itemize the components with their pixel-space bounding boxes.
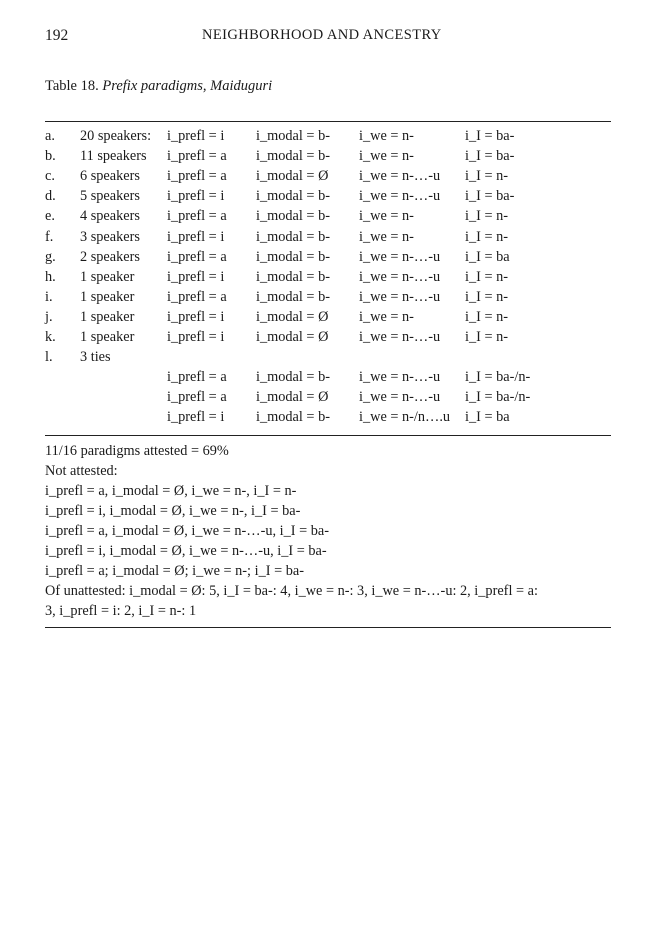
- prefl-value: i_prefl = i: [167, 329, 225, 345]
- speaker-count: 6 speakers: [80, 168, 140, 185]
- footer-line: 3, i_prefl = i: 2, i_I = n-: 1: [45, 603, 197, 619]
- modal-value: i_modal = b-: [256, 268, 330, 285]
- prefl-value: i_prefl = a: [167, 369, 227, 386]
- i-value: i_I = ba-: [465, 188, 515, 205]
- we-value: i_we = n-…-u: [359, 168, 441, 185]
- footer-line: 11/16 paradigms attested = 69%: [45, 443, 229, 459]
- row-label: i.: [45, 288, 53, 305]
- we-value: i_we = n-/n….u: [359, 409, 451, 426]
- prefl-value: i_prefl = a: [167, 148, 227, 165]
- row-label: j.: [45, 308, 53, 325]
- modal-value: i_modal = b-: [256, 369, 330, 386]
- i-value: i_I = n-: [465, 288, 509, 305]
- table-mid-rule: [45, 435, 611, 436]
- we-value: i_we = n-: [359, 308, 414, 325]
- i-value: i_I = n-: [465, 228, 509, 245]
- modal-value: i_modal = Ø: [256, 329, 329, 345]
- modal-value: i_modal = b-: [256, 288, 330, 305]
- we-value: i_we = n-…-u: [359, 288, 441, 305]
- speaker-count: 1 speaker: [80, 308, 135, 325]
- we-value: i_we = n-…-u: [359, 369, 441, 386]
- footer-line: Of unattested: i_modal = Ø: 5, i_I = ba-: 4, i_we = n-: 3, i_we = n-…-u: 2, i_prefl = a:: [45, 583, 538, 599]
- i-value: i_I = ba-: [465, 128, 515, 144]
- footer-line: i_prefl = a; i_modal = Ø; i_we = n-; i_I = ba-: [45, 563, 304, 579]
- i-value: i_I = n-: [465, 268, 509, 285]
- prefl-value: i_prefl = i: [167, 188, 225, 205]
- footer-line: i_prefl = i, i_modal = Ø, i_we = n-, i_I = ba-: [45, 503, 301, 519]
- speaker-count: 20 speakers:: [80, 128, 152, 144]
- i-value: i_I = n-: [465, 308, 509, 325]
- speaker-count: 3 ties: [80, 349, 111, 366]
- prefl-value: i_prefl = i: [167, 409, 225, 426]
- modal-value: i_modal = b-: [256, 409, 330, 426]
- i-value: i_I = n-: [465, 168, 509, 185]
- speaker-count: 1 speaker: [80, 329, 135, 345]
- prefl-value: i_prefl = i: [167, 128, 225, 144]
- i-value: i_I = n-: [465, 208, 509, 225]
- row-label: l.: [45, 349, 53, 366]
- prefl-value: i_prefl = i: [167, 228, 225, 245]
- caption-label: Table 18.: [45, 78, 99, 94]
- speaker-count: 5 speakers: [80, 188, 140, 205]
- i-value: i_I = ba-/n-: [465, 389, 531, 406]
- modal-value: i_modal = b-: [256, 148, 330, 165]
- table-caption: [45, 78, 272, 95]
- modal-value: i_modal = b-: [256, 208, 330, 225]
- prefl-value: i_prefl = i: [167, 308, 225, 325]
- speaker-count: 1 speaker: [80, 268, 135, 285]
- prefl-value: i_prefl = a: [167, 389, 227, 406]
- prefl-value: i_prefl = a: [167, 248, 227, 265]
- page-number: 192: [45, 27, 69, 44]
- row-label: h.: [45, 268, 56, 285]
- i-value: i_I = n-: [465, 329, 509, 345]
- modal-value: i_modal = Ø: [256, 308, 329, 325]
- footer-line: i_prefl = i, i_modal = Ø, i_we = n-…-u, i_I = ba-: [45, 543, 327, 559]
- table-bottom-rule: [45, 627, 611, 628]
- prefl-value: i_prefl = i: [167, 268, 225, 285]
- modal-value: i_modal = b-: [256, 228, 330, 245]
- we-value: i_we = n-…-u: [359, 248, 441, 265]
- i-value: i_I = ba-/n-: [465, 369, 531, 386]
- row-label: f.: [45, 228, 54, 245]
- running-head: NEIGHBORHOOD AND ANCESTRY: [202, 27, 442, 43]
- caption-title: Prefix paradigms, Maiduguri: [102, 78, 273, 94]
- i-value: i_I = ba: [465, 409, 510, 426]
- footer-line: i_prefl = a, i_modal = Ø, i_we = n-, i_I = n-: [45, 483, 297, 499]
- i-value: i_I = ba-: [465, 148, 515, 165]
- row-label: a.: [45, 128, 55, 144]
- we-value: i_we = n-…-u: [359, 389, 441, 406]
- speaker-count: 4 speakers: [80, 208, 140, 225]
- footer-line: Not attested:: [45, 463, 118, 479]
- prefl-value: i_prefl = a: [167, 288, 227, 305]
- speaker-count: 11 speakers: [80, 148, 147, 165]
- we-value: i_we = n-…-u: [359, 329, 441, 345]
- we-value: i_we = n-: [359, 148, 414, 165]
- we-value: i_we = n-…-u: [359, 268, 441, 285]
- speaker-count: 3 speakers: [80, 228, 140, 245]
- footer-line: i_prefl = a, i_modal = Ø, i_we = n-…-u, i_I = ba-: [45, 523, 329, 539]
- we-value: i_we = n-: [359, 128, 414, 144]
- we-value: i_we = n-: [359, 228, 414, 245]
- row-label: b.: [45, 148, 56, 165]
- we-value: i_we = n-…-u: [359, 188, 441, 205]
- prefl-value: i_prefl = a: [167, 168, 227, 185]
- prefl-value: i_prefl = a: [167, 208, 227, 225]
- row-label: d.: [45, 188, 56, 205]
- row-label: g.: [45, 248, 56, 265]
- row-label: k.: [45, 329, 56, 345]
- speaker-count: 1 speaker: [80, 288, 135, 305]
- speaker-count: 2 speakers: [80, 248, 140, 265]
- modal-value: i_modal = Ø: [256, 168, 329, 185]
- we-value: i_we = n-: [359, 208, 414, 225]
- modal-value: i_modal = b-: [256, 188, 330, 205]
- row-label: e.: [45, 208, 55, 225]
- row-label: c.: [45, 168, 55, 185]
- table-top-rule: [45, 121, 611, 122]
- i-value: i_I = ba: [465, 248, 510, 265]
- modal-value: i_modal = b-: [256, 128, 330, 144]
- modal-value: i_modal = Ø: [256, 389, 329, 406]
- modal-value: i_modal = b-: [256, 248, 330, 265]
